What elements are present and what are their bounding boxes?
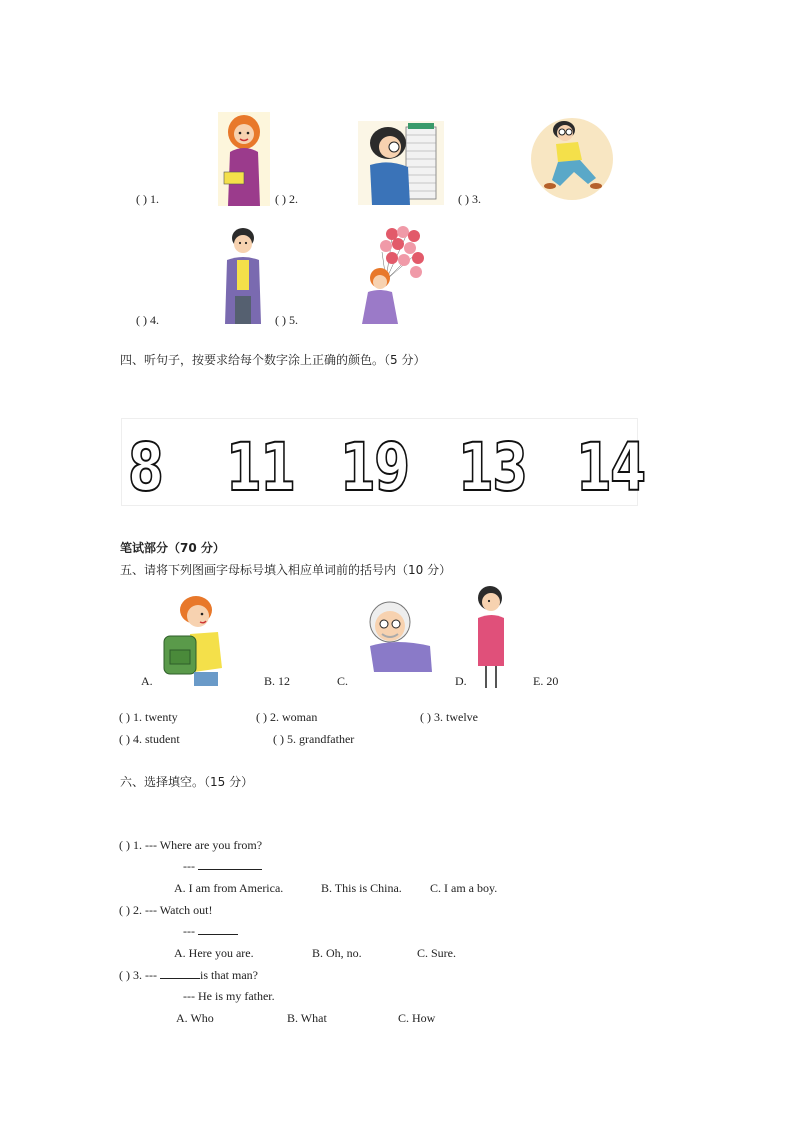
match-item-4: ( ) 4. student — [119, 732, 180, 746]
q1-option-c: C. I am a boy. — [430, 881, 498, 895]
answer-line-1 — [183, 859, 262, 874]
number-14: 14 — [576, 429, 645, 506]
grandfather-picture — [356, 596, 436, 672]
q3-option-b: B. What — [287, 1011, 327, 1025]
question-3-blank — [160, 968, 200, 979]
answer-line-3: --- He is my father. — [183, 989, 275, 1003]
number-13: 13 — [458, 429, 527, 506]
question-3 — [119, 968, 258, 983]
number-coloring-area — [121, 418, 645, 506]
section5-heading: 五、请将下列图画字母标号填入相应单词前的括号内（10 分） — [120, 563, 452, 577]
answer-prefix: --- — [183, 924, 195, 938]
question-3-suffix: is that man? — [199, 968, 258, 982]
section4-heading: 四、听句子，按要求给每个数字涂上正确的颜色。（5 分） — [120, 353, 426, 367]
girl-with-balloons-picture — [358, 224, 428, 324]
q2-option-b: B. Oh, no. — [312, 946, 362, 960]
q1-option-a: A. I am from America. — [174, 881, 284, 895]
match-item-2: ( ) 2. woman — [256, 710, 318, 724]
number-19: 19 — [340, 429, 409, 506]
q2-option-c: C. Sure. — [417, 946, 456, 960]
match-item-1: ( ) 1. twenty — [119, 710, 178, 724]
pic-label-e: E. 20 — [533, 674, 559, 688]
match-item-3: ( ) 3. twelve — [420, 710, 478, 724]
number-8: 8 — [128, 429, 163, 506]
answer-blank — [198, 859, 262, 870]
question-3-prefix: ( ) 3. --- — [119, 968, 157, 982]
student-with-backpack-picture — [160, 592, 238, 686]
q2-option-a: A. Here you are. — [174, 946, 254, 960]
item-label-1: ( ) 1. — [136, 192, 159, 206]
pic-label-a: A. — [141, 674, 153, 688]
number-11: 11 — [226, 429, 295, 506]
item-label-3: ( ) 3. — [458, 192, 481, 206]
pic-label-b: B. 12 — [264, 674, 291, 688]
woman-picture — [470, 584, 514, 688]
section6-heading: 六、选择填空。（15 分） — [120, 775, 254, 789]
answer-blank — [198, 924, 238, 935]
question-1: ( ) 1. --- Where are you from? — [119, 838, 263, 852]
answer-line-2 — [183, 924, 238, 939]
q1-option-b: B. This is China. — [321, 881, 402, 895]
man-in-jacket-picture — [219, 226, 265, 324]
boy-carrying-books-picture — [358, 121, 444, 205]
q3-option-c: C. How — [398, 1011, 436, 1025]
item-label-2: ( ) 2. — [275, 192, 298, 206]
woman-with-book-picture — [218, 112, 270, 206]
written-part-heading: 笔试部分（70 分） — [120, 541, 225, 555]
pic-label-c: C. — [337, 674, 349, 688]
boy-running-picture — [530, 116, 614, 202]
item-label-5: ( ) 5. — [275, 313, 298, 327]
item-label-4: ( ) 4. — [136, 313, 159, 327]
q3-option-a: A. Who — [176, 1011, 214, 1025]
answer-prefix: --- — [183, 859, 195, 873]
match-item-5: ( ) 5. grandfather — [273, 732, 355, 746]
pic-label-d: D. — [455, 674, 467, 688]
question-2: ( ) 2. --- Watch out! — [119, 903, 213, 917]
